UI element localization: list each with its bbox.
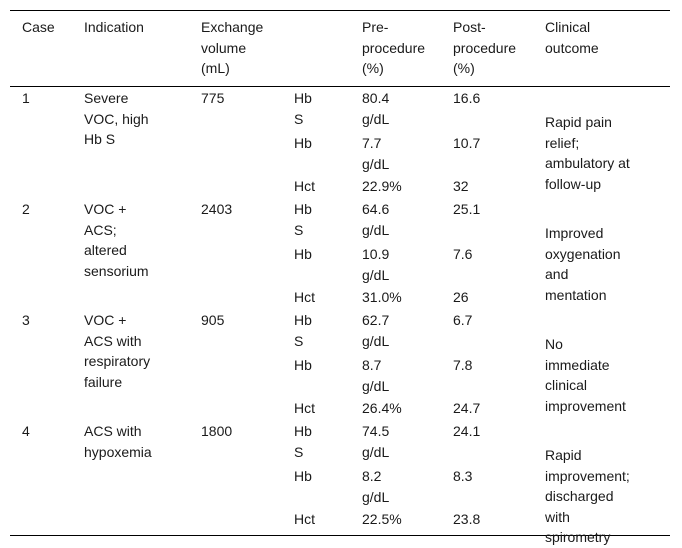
exchange-volume-cell: 775 <box>201 90 225 106</box>
clinical-outcome-cell: and <box>545 266 569 282</box>
pre-procedure-value: 22.5% <box>362 511 402 527</box>
case-number: 3 <box>22 312 30 328</box>
pre-procedure-value: 64.6 <box>362 201 390 217</box>
indication-cell: Severe <box>84 90 129 106</box>
indication-cell: respiratory <box>84 353 151 369</box>
case-number: 4 <box>22 423 30 439</box>
indication-cell: ACS with <box>84 423 142 439</box>
parameter-label: S <box>294 221 304 238</box>
indication-cell: VOC, high <box>84 110 149 127</box>
indication-cell: failure <box>84 373 123 390</box>
pre-procedure-value: 80.4 <box>362 90 390 106</box>
clinical-outcome-cell: discharged <box>545 488 614 504</box>
clinical-outcome-cell: clinical <box>545 377 588 393</box>
parameter-label: Hb <box>294 135 312 151</box>
clinical-outcome-cell: Improved <box>545 225 604 241</box>
header-pre-procedure: procedure <box>362 39 426 56</box>
header-pre-procedure: Pre- <box>362 19 389 35</box>
post-procedure-value: 25.1 <box>453 201 481 217</box>
parameter-label: Hct <box>294 400 315 416</box>
pre-procedure-value: 31.0% <box>362 289 402 305</box>
post-procedure-value: 6.7 <box>453 312 473 328</box>
parameter-label: Hb <box>294 468 312 484</box>
header-exchange-volume: volume <box>201 39 247 56</box>
case-number: 1 <box>22 90 30 106</box>
clinical-outcome-cell: ambulatory at <box>545 155 630 171</box>
pre-procedure-value: g/dL <box>362 443 390 460</box>
indication-cell: ACS; <box>84 221 117 238</box>
clinical-outcome-cell: mentation <box>545 286 607 303</box>
parameter-label: Hb <box>294 201 312 217</box>
parameter-label: Hct <box>294 178 315 194</box>
header-pre-procedure: (%) <box>362 60 384 76</box>
indication-cell: VOC + <box>84 312 127 328</box>
parameter-label: Hb <box>294 90 312 106</box>
pre-procedure-value: g/dL <box>362 488 390 505</box>
post-procedure-value: 24.7 <box>453 400 481 416</box>
clinical-outcome-cell: immediate <box>545 356 610 373</box>
exchange-volume-cell: 905 <box>201 312 225 328</box>
parameter-label: S <box>294 110 304 127</box>
parameter-label: Hb <box>294 246 312 262</box>
parameter-label: Hct <box>294 289 315 305</box>
indication-cell: altered <box>84 242 127 258</box>
header-post-procedure: (%) <box>453 60 475 76</box>
pre-procedure-value: g/dL <box>362 266 390 283</box>
pre-procedure-value: 62.7 <box>362 312 390 328</box>
post-procedure-value: 7.6 <box>453 246 473 262</box>
pre-procedure-value: 22.9% <box>362 178 402 194</box>
header-exchange-volume: (mL) <box>201 60 230 76</box>
clinical-outcome-cell: follow-up <box>545 175 602 192</box>
clinical-outcome-cell: relief; <box>545 134 580 151</box>
post-procedure-value: 23.8 <box>453 511 481 527</box>
pre-procedure-value: 26.4% <box>362 400 402 416</box>
clinical-outcome-cell: with <box>545 508 570 525</box>
clinical-outcome-cell: Rapid <box>545 447 582 463</box>
post-procedure-value: 32 <box>453 178 469 194</box>
post-procedure-value: 26 <box>453 289 469 305</box>
exchange-volume-cell: 2403 <box>201 201 233 217</box>
pre-procedure-value: g/dL <box>362 332 390 349</box>
pre-procedure-value: 10.9 <box>362 246 390 262</box>
header-clinical-outcome: Clinical <box>545 19 591 35</box>
parameter-label: Hb <box>294 423 312 439</box>
post-procedure-value: 8.3 <box>453 468 473 484</box>
table-top-rule <box>10 10 670 11</box>
header-bottom-rule <box>10 86 670 87</box>
pre-procedure-value: g/dL <box>362 155 390 172</box>
header-case: Case <box>22 19 55 35</box>
pre-procedure-value: g/dL <box>362 221 390 238</box>
clinical-outcome-cell: Rapid pain <box>545 114 612 130</box>
post-procedure-value: 24.1 <box>453 423 481 439</box>
header-clinical-outcome: outcome <box>545 39 599 56</box>
case-number: 2 <box>22 201 30 217</box>
clinical-outcome-cell: improvement; <box>545 467 630 484</box>
indication-cell: hypoxemia <box>84 443 152 460</box>
pre-procedure-value: 74.5 <box>362 423 390 439</box>
exchange-volume-cell: 1800 <box>201 423 233 439</box>
indication-cell: ACS with <box>84 332 142 349</box>
parameter-label: S <box>294 443 304 460</box>
parameter-label: Hb <box>294 312 312 328</box>
header-post-procedure: Post- <box>453 19 486 35</box>
indication-cell: sensorium <box>84 262 149 279</box>
post-procedure-value: 10.7 <box>453 135 481 151</box>
pre-procedure-value: 8.7 <box>362 357 382 373</box>
post-procedure-value: 7.8 <box>453 357 473 373</box>
indication-cell: VOC + <box>84 201 127 217</box>
pre-procedure-value: 8.2 <box>362 468 382 484</box>
pre-procedure-value: g/dL <box>362 377 390 394</box>
clinical-outcome-cell: No <box>545 336 563 352</box>
parameter-label: Hct <box>294 511 315 527</box>
indication-cell: Hb S <box>84 131 116 147</box>
clinical-outcome-cell: improvement <box>545 397 626 414</box>
header-indication: Indication <box>84 19 144 35</box>
pre-procedure-value: 7.7 <box>362 135 382 151</box>
parameter-label: Hb <box>294 357 312 373</box>
header-exchange-volume: Exchange <box>201 19 264 35</box>
clinical-outcome-cell: oxygenation <box>545 245 621 262</box>
clinical-outcome-cell: spirometry <box>545 529 611 545</box>
post-procedure-value: 16.6 <box>453 90 481 106</box>
pre-procedure-value: g/dL <box>362 110 390 127</box>
header-post-procedure: procedure <box>453 39 517 56</box>
parameter-label: S <box>294 332 304 349</box>
